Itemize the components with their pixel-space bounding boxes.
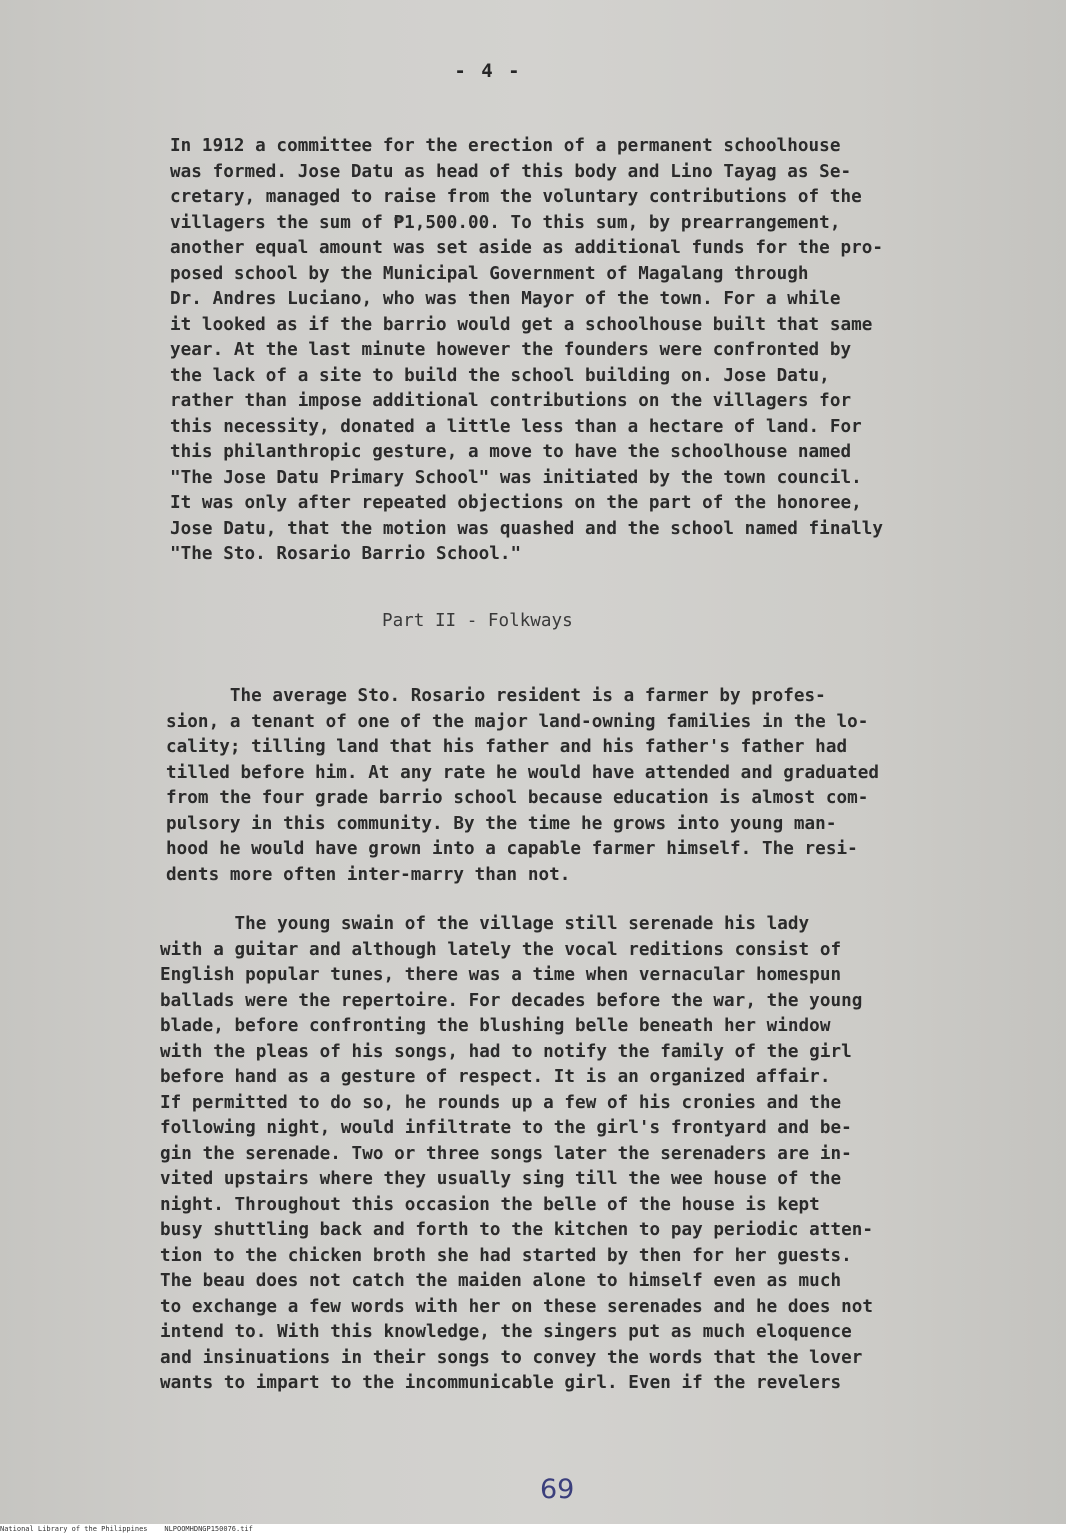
paragraph-school-history: In 1912 a committee for the erection of a permanent schoolhouse was formed. Jose Datu as head of this body and Lino Tayag as Se- cretary, managed to raise from the voluntary contributions of the villagers the sum of ₱1,500.00. To this sum, by prearrangement, another equal amount was set aside as additional funds for the pro- posed school by the Municipal Government of Magalang through Dr. Andres Luciano, who was then Mayor of the town. For a while it looked as if the barrio would get a schoolhouse built that same year. At the last minute however the founders were confronted by the lack of a site to build the school building on. Jose Datu, rather than impose additional contributions on the villagers for this necessity, donated a little less than a hectare of land. For this philanthropic gesture, a move to have the schoolhouse named "The Jose Datu Primary School" was initiated by the town council. It was only after repeated objections on the part of the honoree, Jose Datu, that the motion was quashed and the school named finally "The Sto. Rosario Barrio School." [170, 136, 884, 564]
folio-number: 69 [540, 1474, 575, 1505]
paragraph-resident: The average Sto. Rosario resident is a farmer by profes- sion, a tenant of one of the major land-owning families in the lo- cality; tilling land that his father and his father's father had tilled before him. At any rate he would have attended and graduated from the four grade barrio school because education is almost com- pulsory in this community. By the time he grows into young man- hood he would have grown into a capable farmer himself. The resi- dents more often inter-marry than not. [166, 686, 880, 885]
paragraph-serenade: The young swain of the village still serenade his lady with a guitar and although lately the vocal reditions consist of English popular tunes, there was a time when vernacular homespun ballads were the repertoire. For decades before the war, the young blade, before confronting the blushing belle beneath her window with the pleas of his songs, had to notify the family of the girl before hand as a gesture of respect. It is an organized affair. If permitted to do so, he rounds up a few of his cronies and the following night, would infiltrate to the girl's frontyard and be- gin the serenade. Two or three songs later the serenaders are in- vited upstairs where they usually sing till the wee house of the night. Throughout this occasion the belle of the house is kept busy shuttling back and forth to the kitchen to pay periodic atten- tion to the chicken broth she had started by then for her guests. The beau does not catch the maiden alone to himself even as much to exchange a few words with her on these serenades and he does not intend to. With this knowledge, the singers put as much eloquence and insinuations in their songs to convey the words that the lover wants to impart to the incommunicable girl. Even if the revelers [160, 914, 874, 1393]
archive-footer: National Library of the Philippines NLPOOMHDNGP150076.tif [0, 1524, 1066, 1534]
section-heading: Part II - Folkways [382, 611, 573, 631]
page-number: - 4 - [454, 60, 522, 82]
